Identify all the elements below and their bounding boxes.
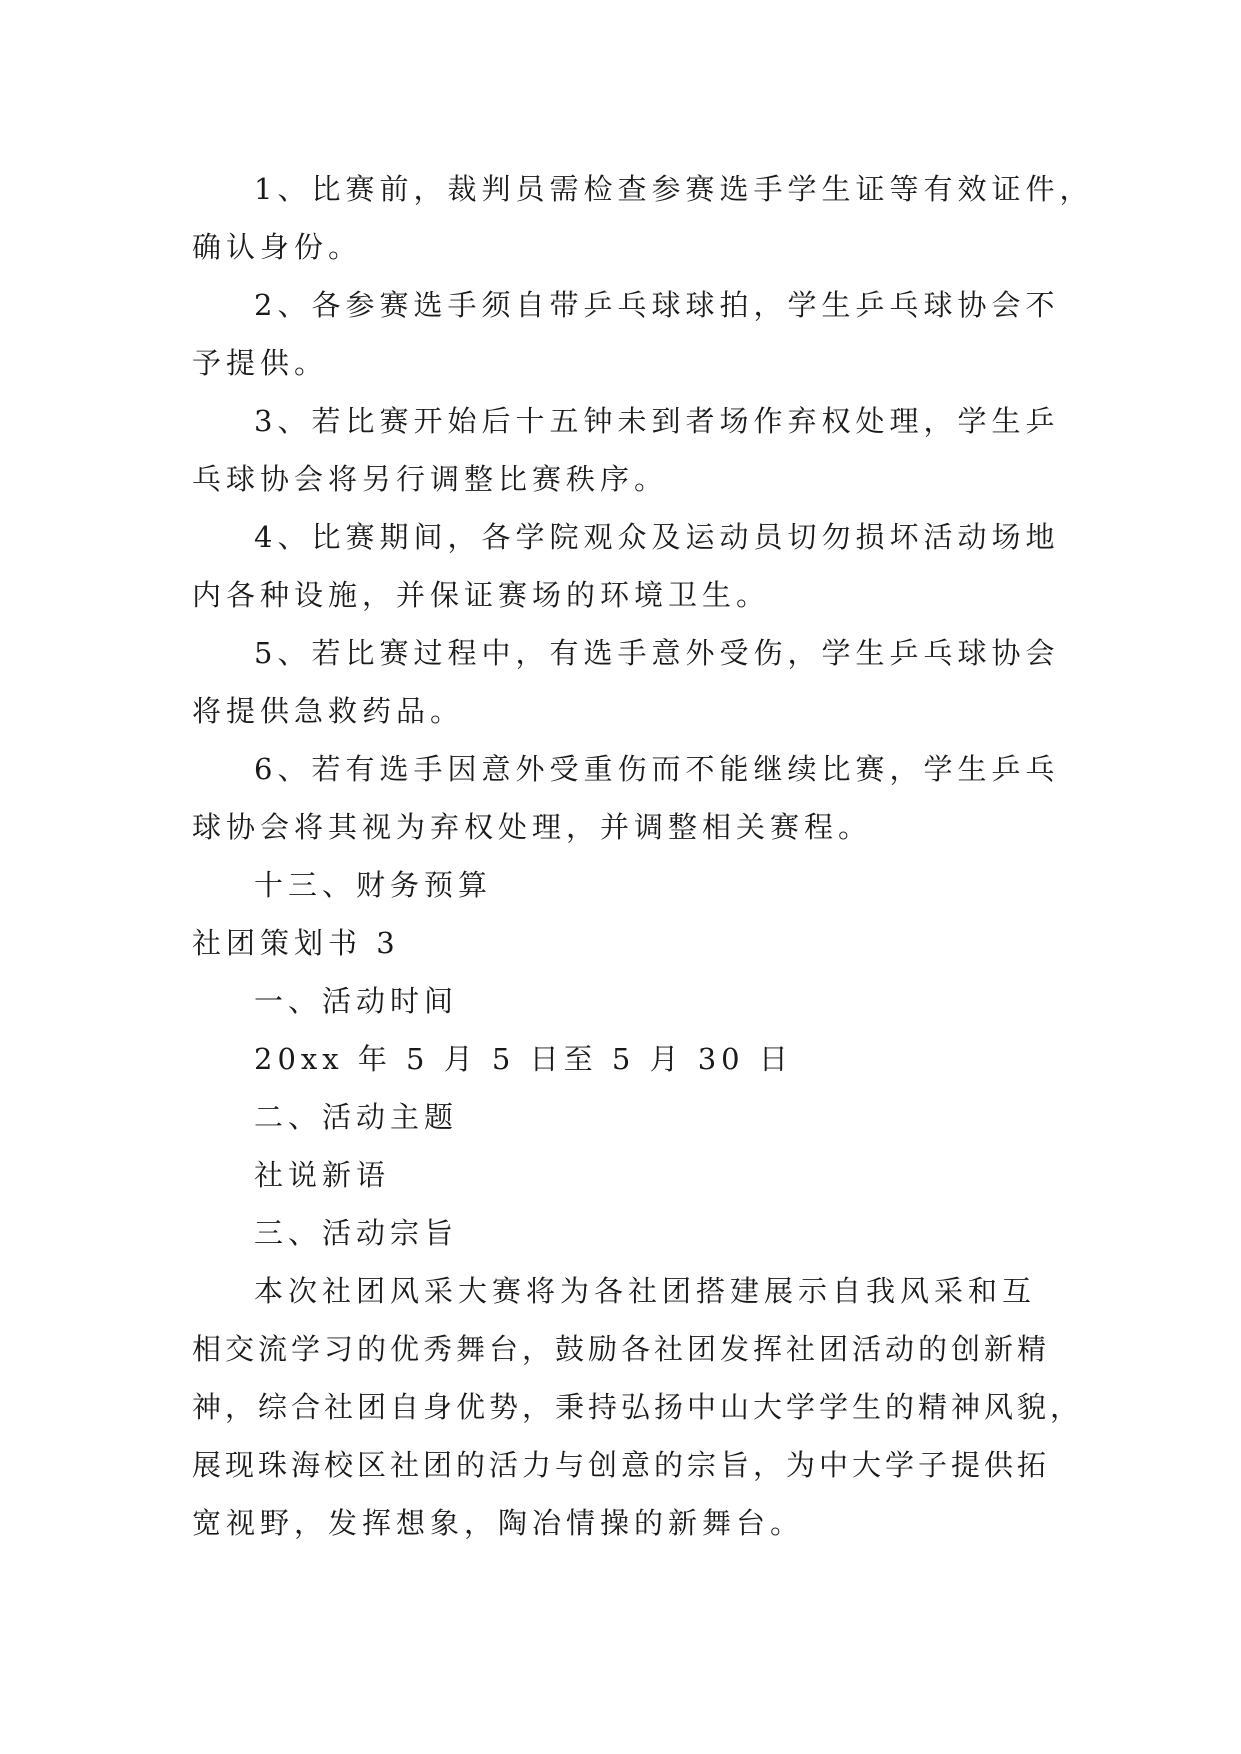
- section-heading-budget: 十三、财务预算: [254, 868, 493, 902]
- rule-2-line-2: 予提供。: [192, 346, 329, 380]
- purpose-line-4: 展现珠海校区社团的活力与创意的宗旨，为中大学子提供拓: [192, 1448, 1051, 1482]
- rule-5-line-2: 将提供急救药品。: [192, 694, 465, 728]
- activity-time-value: 20xx 年 5 月 5 日至 5 月 30 日: [254, 1042, 793, 1076]
- section-heading-theme: 二、活动主题: [254, 1100, 459, 1134]
- rule-3-line-1: 3、若比赛开始后十五钟未到者场作弃权处理，学生乒: [254, 404, 1060, 438]
- purpose-line-2: 相交流学习的优秀舞台，鼓励各社团发挥社团活动的创新精: [192, 1332, 1051, 1366]
- rule-1-line-1: 1、比赛前，裁判员需检查参赛选手学生证等有效证件，: [254, 172, 1094, 206]
- purpose-line-1: 本次社团风采大赛将为各社团搭建展示自我风采和互: [254, 1274, 1037, 1308]
- purpose-line-3: 神，综合社团自身优势，秉持弘扬中山大学学生的精神风貌，: [192, 1390, 1084, 1424]
- rule-4-line-1: 4、比赛期间，各学院观众及运动员切勿损坏活动场地: [254, 520, 1060, 554]
- activity-theme-value: 社说新语: [254, 1158, 391, 1192]
- section-heading-time: 一、活动时间: [254, 984, 459, 1018]
- section-heading-purpose: 三、活动宗旨: [254, 1216, 459, 1250]
- purpose-line-5: 宽视野，发挥想象，陶冶情操的新舞台。: [192, 1506, 805, 1540]
- rule-6-line-1: 6、若有选手因意外受重伤而不能继续比赛，学生乒乓: [254, 752, 1060, 786]
- rule-2-line-1: 2、各参赛选手须自带乒乓球球拍，学生乒乓球协会不: [254, 288, 1060, 322]
- rule-4-line-2: 内各种设施，并保证赛场的环境卫生。: [192, 578, 771, 612]
- rule-1-line-2: 确认身份。: [192, 230, 363, 264]
- rule-5-line-1: 5、若比赛过程中，有选手意外受伤，学生乒乓球协会: [254, 636, 1060, 670]
- document-body: [192, 160, 1094, 1552]
- document-title: 社团策划书 3: [192, 926, 400, 960]
- rule-3-line-2: 乓球协会将另行调整比赛秩序。: [192, 462, 669, 496]
- rule-6-line-2: 球协会将其视为弃权处理，并调整相关赛程。: [192, 810, 873, 844]
